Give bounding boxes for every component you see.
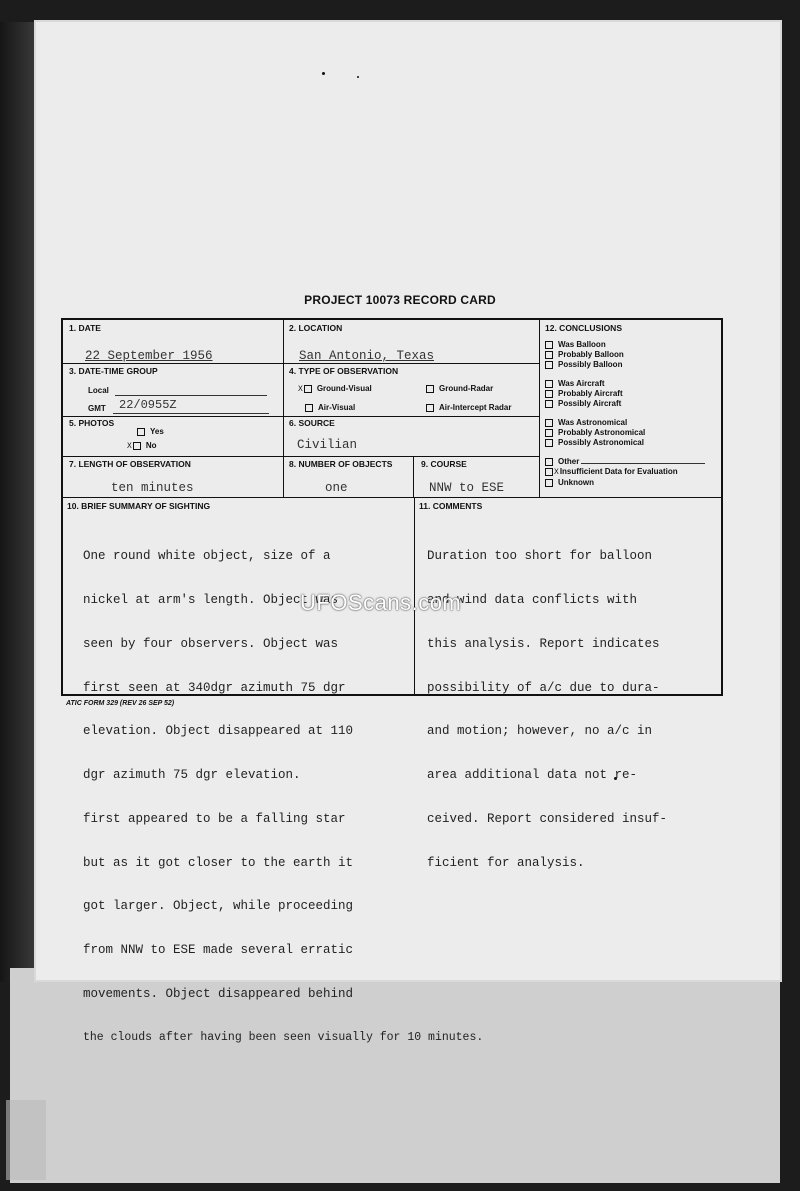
checkbox-icon bbox=[133, 442, 141, 450]
gmt-line bbox=[113, 413, 269, 414]
summary-line: first seen at 340dgr azimuth 75 dgr bbox=[83, 680, 346, 695]
summary-line: One round white object, size of a bbox=[83, 549, 331, 564]
course-label: 9. COURSE bbox=[421, 459, 467, 469]
checkbox-icon bbox=[545, 429, 553, 437]
comment-line: ficient for analysis. bbox=[427, 855, 585, 870]
conclusion-was-aircraft: Was Aircraft bbox=[545, 379, 705, 389]
summary-line: the clouds after having been seen visually for 10 minutes. bbox=[83, 1030, 484, 1044]
photos-label: 5. PHOTOS bbox=[69, 418, 115, 428]
number-of-objects-value: one bbox=[325, 481, 348, 495]
conclusions-list bbox=[545, 340, 705, 488]
ground-visual-option: X Ground-Visual bbox=[298, 384, 372, 394]
brief-summary-label: 10. BRIEF SUMMARY OF SIGHTING bbox=[67, 501, 211, 511]
conclusion-probably-aircraft: Probably Aircraft bbox=[545, 389, 705, 399]
ground-radar-option: Ground-Radar bbox=[426, 384, 493, 393]
course-value: NNW to ESE bbox=[429, 481, 505, 495]
gmt-value: 22/0955Z bbox=[119, 398, 177, 412]
scanner-shadow bbox=[0, 22, 36, 982]
air-visual-option: Air-Visual bbox=[305, 403, 355, 412]
source-value: Civilian bbox=[297, 438, 358, 452]
location-label: 2. LOCATION bbox=[289, 323, 343, 333]
type-of-observation-label: 4. TYPE OF OBSERVATION bbox=[289, 366, 399, 376]
summary-line: movements. Object disappeared behind bbox=[83, 987, 354, 1001]
checkbox-icon bbox=[545, 419, 553, 427]
conclusions-label: 12. CONCLUSIONS bbox=[545, 323, 622, 333]
location-value: San Antonio, Texas bbox=[299, 349, 435, 363]
conclusion-insufficient-data: XInsufficient Data for Evaluation bbox=[545, 467, 705, 478]
summary-line: elevation. Object disappeared at 110 bbox=[83, 724, 354, 739]
checkbox-icon bbox=[545, 439, 553, 447]
comment-line: possibility of a/c due to dura- bbox=[427, 680, 660, 695]
summary-line: nickel at arm's length. Object was bbox=[83, 592, 339, 607]
summary-line: seen by four observers. Object was bbox=[83, 636, 339, 651]
conclusion-possibly-balloon: Possibly Balloon bbox=[545, 360, 705, 370]
watermark: UFOScans.com bbox=[300, 590, 462, 615]
conclusion-other: Other bbox=[545, 457, 705, 467]
conclusion-probably-astronomical: Probably Astronomical bbox=[545, 428, 705, 438]
checkbox-icon bbox=[545, 400, 553, 408]
photos-yes-option: Yes bbox=[137, 427, 164, 436]
comments-label: 11. COMMENTS bbox=[419, 501, 483, 511]
checkbox-icon bbox=[545, 380, 553, 388]
air-intercept-radar-option: Air-Intercept Radar bbox=[426, 403, 511, 412]
checkbox-icon bbox=[426, 385, 434, 393]
card-title: PROJECT 10073 RECORD CARD bbox=[304, 293, 496, 307]
summary-line: from NNW to ESE made several erratic bbox=[83, 943, 354, 958]
checkbox-icon bbox=[545, 390, 553, 398]
checkbox-icon bbox=[426, 404, 434, 412]
speck bbox=[322, 72, 325, 75]
local-line bbox=[115, 395, 267, 396]
conclusion-was-balloon: Was Balloon bbox=[545, 340, 705, 350]
checkbox-icon bbox=[545, 361, 553, 369]
date-time-group-label: 3. DATE-TIME GROUP bbox=[69, 366, 158, 376]
checkbox-icon bbox=[304, 385, 312, 393]
conclusion-probably-balloon: Probably Balloon bbox=[545, 350, 705, 360]
conclusion-was-astronomical: Was Astronomical bbox=[545, 418, 705, 428]
comment-line: area additional data not re- bbox=[427, 768, 638, 783]
date-label: 1. DATE bbox=[69, 323, 101, 333]
speck bbox=[357, 76, 359, 78]
photos-no-option: X No bbox=[127, 441, 157, 451]
comment-line: Duration too short for balloon bbox=[427, 549, 653, 564]
length-of-observation-label: 7. LENGTH OF OBSERVATION bbox=[69, 459, 191, 469]
summary-line: got larger. Object, while proceeding bbox=[83, 899, 354, 914]
length-of-observation-value: ten minutes bbox=[111, 481, 194, 495]
checkbox-icon bbox=[137, 428, 145, 436]
source-label: 6. SOURCE bbox=[289, 418, 335, 428]
date-value: 22 September 1956 bbox=[85, 349, 213, 363]
summary-line: first appeared to be a falling star bbox=[83, 811, 346, 826]
gmt-label: GMT bbox=[88, 404, 106, 413]
checkbox-icon bbox=[545, 341, 553, 349]
conclusion-possibly-astronomical: Possibly Astronomical bbox=[545, 438, 705, 448]
comment-line: this analysis. Report indicates bbox=[427, 636, 660, 651]
summary-line: but as it got closer to the earth it bbox=[83, 855, 354, 870]
summary-line: dgr azimuth 75 dgr elevation. bbox=[83, 768, 301, 783]
comment-line: ceived. Report considered insuf- bbox=[427, 811, 668, 826]
form-number: ATIC FORM 329 (REV 26 SEP 52) bbox=[66, 700, 175, 707]
conclusion-possibly-aircraft: Possibly Aircraft bbox=[545, 399, 705, 409]
checkbox-icon bbox=[305, 404, 313, 412]
comment-line: and wind data conflicts with bbox=[427, 592, 638, 607]
underlying-page-smudge bbox=[6, 1100, 46, 1180]
comments-text bbox=[427, 520, 667, 899]
checkbox-icon bbox=[545, 351, 553, 359]
number-of-objects-label: 8. NUMBER OF OBJECTS bbox=[289, 459, 393, 469]
checkbox-icon bbox=[545, 468, 553, 476]
checkbox-icon bbox=[545, 479, 553, 487]
local-label: Local bbox=[88, 386, 109, 395]
comment-line: and motion; however, no a/c in bbox=[427, 724, 653, 739]
conclusion-unknown: Unknown bbox=[545, 478, 705, 488]
checkbox-icon bbox=[545, 458, 553, 466]
